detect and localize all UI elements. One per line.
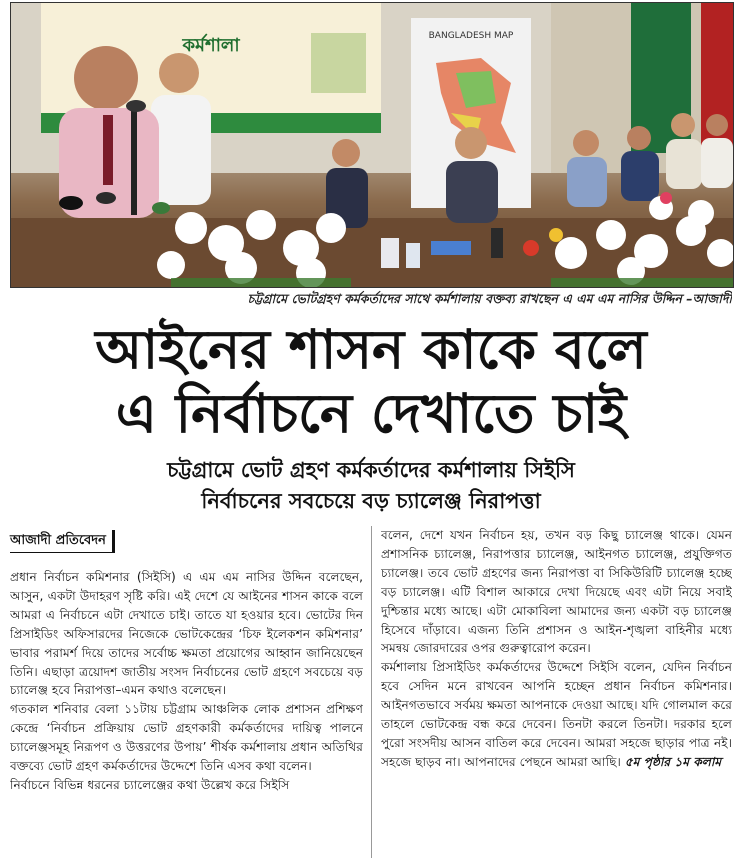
news-photo bbox=[10, 2, 734, 288]
photo-caption: চট্টগ্রামে ভোটগ্রহণ কর্মকর্তাদের সাথে কর্মশালায় বক্তব্য রাখছেন এ এম এম নাসির উদ্দিন –আজাদী bbox=[247, 291, 732, 306]
map-label: BANGLADESH MAP bbox=[428, 31, 514, 41]
article-paragraph: গতকাল শনিবার বেলা ১১টায় চট্টগ্রাম আঞ্চলিক লোক প্রশাসন প্রশিক্ষণ কেন্দ্রে ‘নির্বাচন প্রক্রিয়ায় ভোট গ্রহণকারী কর্মকর্তাদের দায়িত্ব পালনে চ্যালেঞ্জসমূহ নিরূপণ ও উত্তরণের উপায়’ শীর্ষক কর্মশালায় প্রধান অতিথির বক্তব্যে ভোট গ্রহণ কর্মকর্তাদের উদ্দেশে তিনি এসব কথা বলেন। bbox=[10, 702, 363, 774]
byline: আজাদী প্রতিবেদন bbox=[10, 530, 115, 553]
speaker-head bbox=[74, 46, 138, 110]
article-column-left bbox=[10, 568, 363, 858]
article-column-right bbox=[381, 526, 732, 858]
headline-line-1: আইনের শাসন কাকে বলে bbox=[95, 318, 647, 381]
continued-on-page-note[interactable]: ৫ম পৃষ্ঠার ১ম কলাম bbox=[624, 754, 722, 769]
article-paragraph-text: কর্মশালায় প্রিসাইডিং কর্মকর্তাদের উদ্দেশে সিইসি বলেন, যেদিন নির্বাচন হবে সেদিন মনে রাখবেন আপনি হচ্ছেন প্রধান নির্বাচন কমিশনার। আইনগতভাবে সর্বময় ক্ষমতা আপনাকে দেওয়া আছে। যদি গোলমাল করে তাহলে ভোটকেন্দ্র বন্ধ করে দেবেন। তিনটা করলে তিনটা। দরকার হলে পুরো সংসদীয় আসন বাতিল করে দেবেন। আমরা সহজে ছাড়ার পাত্র নই। সহজে ছাড়ব না। আপনাদের পেছনে আমরা আছি। bbox=[381, 660, 732, 769]
column-divider bbox=[371, 526, 372, 858]
headline-line-2: এ নির্বাচনে দেখাতে চাই bbox=[115, 382, 627, 445]
subheadline-line-1: চট্টগ্রামে ভোট গ্রহণ কর্মকর্তাদের কর্মশালায় সিইসি bbox=[167, 458, 575, 482]
banner-title: কর্মশালা bbox=[182, 35, 240, 56]
article-paragraph: বলেন, দেশে যখন নির্বাচন হয়, তখন বড় কিছু চ্যালেঞ্জ থাকে। যেমন প্রশাসনিক চ্যালেঞ্জ, নিরাপত্তার চ্যালেঞ্জ, আইনগত চ্যালেঞ্জ, প্রযুক্তিগত চ্যালেঞ্জ। তবে ভোট গ্রহণের জন্য নিরাপত্তা বা সিকিউরিটি চ্যালেঞ্জ হচ্ছে বড় চ্যালেঞ্জ। এটি বিশাল আকারে দেখা দিয়েছে এবং এটা নিয়ে সবাই দুশ্চিন্তার মধ্যে আছে। এটা মোকাবিলা আমাদের জন্য একটা বড় চ্যালেঞ্জ হিসেবে দাঁড়াবে। এজন্য তিনি প্রশাসন ও আইন-শৃঙ্খলা বাহিনীর মধ্যে সমন্বয় জোরদারের ওপর গুরুত্বারোপ করেন। bbox=[381, 528, 732, 656]
subheadline bbox=[10, 455, 732, 517]
article-paragraph: প্রধান নির্বাচন কমিশনার (সিইসি) এ এম এম নাসির উদ্দিন বলেছেন, আসুন, একটা উদাহরণ সৃষ্টি করি। এই দেশে যে আইনের শাসন কাকে বলে আমরা এ নির্বাচনে এটা দেখাতে চাই। তাতে যা হওয়ার হবে। ভোটের দিন প্রিসাইডিং অফিসারদের নিজেকে ভোটকেন্দ্রের ‘চিফ ইলেকশন কমিশনার’ ভাবার পরামর্শ দিয়ে তাদের সর্বোচ্চ ক্ষমতা প্রয়োগের আহ্বান জানিয়েছেন তিনি। এছাড়া ত্রয়োদশ জাতীয় সংসদ নির্বাচনের ভোট গ্রহণে সবচেয়ে বড় চ্যালেঞ্জ হবে নিরাপত্তা–এমন কথাও বলেছেন। bbox=[10, 570, 363, 698]
article-paragraph bbox=[381, 658, 732, 771]
headline bbox=[10, 318, 732, 446]
workshop-scene bbox=[11, 3, 733, 287]
article-paragraph: নির্বাচনে বিভিন্ন ধরনের চ্যালেঞ্জের কথা উল্লেখ করে সিইসি bbox=[10, 777, 290, 792]
subheadline-line-2: নির্বাচনের সবচেয়ে বড় চ্যালেঞ্জ নিরাপত্তা bbox=[201, 489, 541, 513]
